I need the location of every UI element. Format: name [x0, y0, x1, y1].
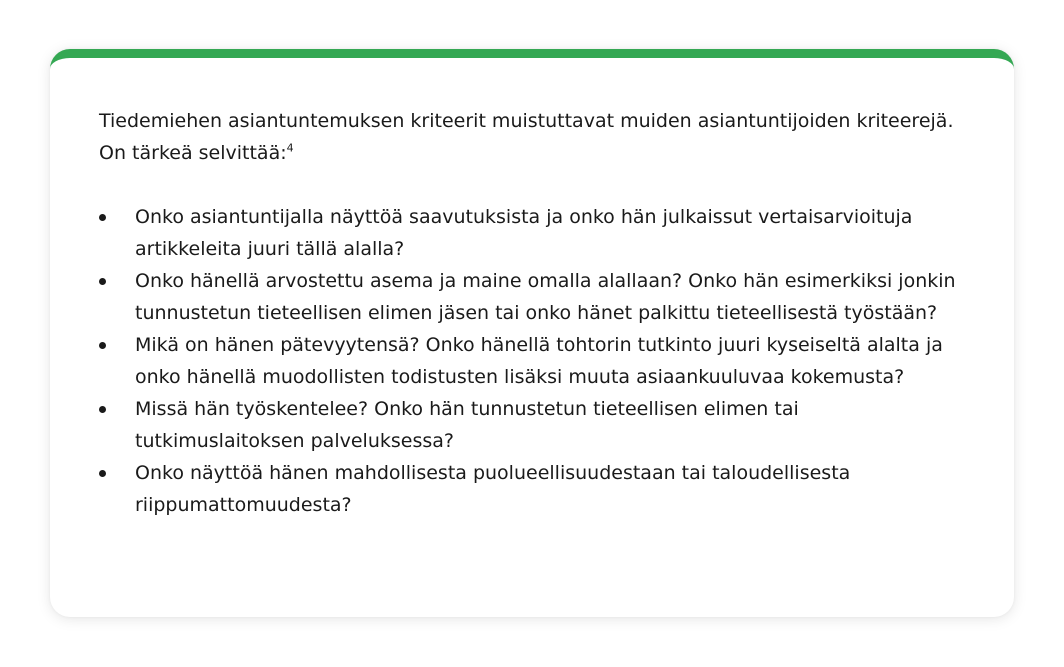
list-item-text: Onko hänellä arvostettu asema ja maine omalla alallaan? Onko hän esimerkiksi jonkin tunnustetun tieteellisen elimen jäsen tai onko hänet palkittu tieteellisestä työstään? [135, 270, 956, 324]
bullet-icon [99, 470, 106, 477]
intro-paragraph [99, 105, 959, 169]
list-item-text: Missä hän työskentelee? Onko hän tunnustetun tieteellisen elimen tai tutkimuslaitoksen palveluksessa? [135, 398, 799, 452]
intro-text: Tiedemiehen asiantuntemuksen kriteerit muistuttavat muiden asiantuntijoiden kriteerejä. On tärkeä selvittää: [99, 110, 954, 164]
list-item [99, 457, 959, 521]
list-item-text: Onko näyttöä hänen mahdollisesta puolueellisuudestaan tai taloudellisesta riippumattomuudesta? [135, 462, 851, 516]
bullet-icon [99, 342, 106, 349]
bullet-icon [99, 406, 106, 413]
list-item-text: Onko asiantuntijalla näyttöä saavutuksista ja onko hän julkaissut vertaisarvioituja artikkeleita juuri tällä alalla? [135, 206, 913, 260]
card-content [99, 105, 959, 521]
footnote-reference[interactable]: 4 [286, 141, 294, 155]
bullet-icon [99, 214, 106, 221]
list-item [99, 201, 959, 265]
list-item-text: Mikä on hänen pätevyytensä? Onko hänellä tohtorin tutkinto juuri kyseiseltä alalta ja onko hänellä muodollisten todistusten lisäksi muuta asiaankuuluvaa kokemusta? [135, 334, 943, 388]
criteria-card [50, 49, 1014, 617]
list-item [99, 265, 959, 329]
list-item [99, 329, 959, 393]
criteria-list [99, 201, 959, 521]
bullet-icon [99, 278, 106, 285]
list-item [99, 393, 959, 457]
